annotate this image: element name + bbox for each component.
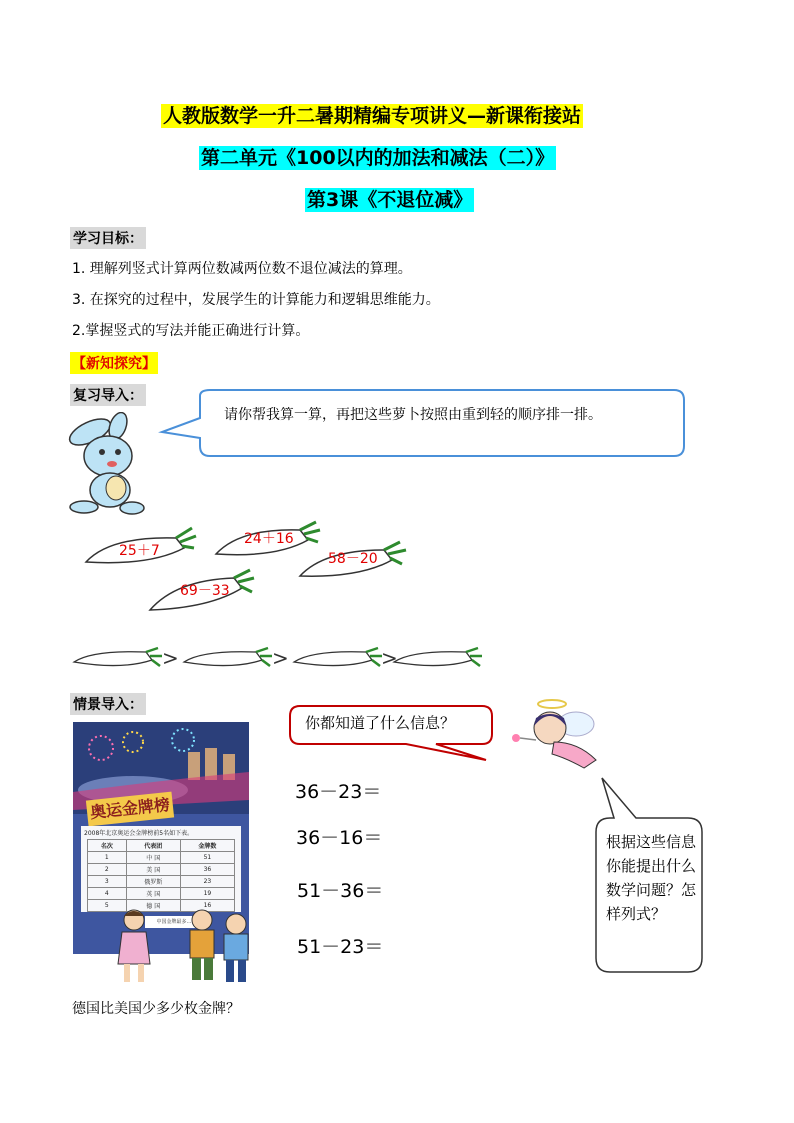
table-cell: 36 xyxy=(180,864,234,876)
table-cell: 中 国 xyxy=(126,852,180,864)
table-cell: 3 xyxy=(88,876,127,888)
medal-table-header: 名次 xyxy=(88,840,127,852)
poster-caption: 2008年北京奥运会金牌榜前5名如下表。 xyxy=(84,830,194,837)
objective-item-1: 1. 理解列竖式计算两位数减两位数不退位减法的算理。 xyxy=(72,261,412,277)
table-cell: 4 xyxy=(88,888,127,900)
table-cell: 美 国 xyxy=(126,864,180,876)
rabbit-icon xyxy=(62,412,152,516)
table-cell: 23 xyxy=(180,876,234,888)
angel-girl-icon xyxy=(506,698,606,780)
scenario-label: 情景导入： xyxy=(70,693,146,715)
title-main: 人教版数学一升二暑期精编专项讲义—新课衔接站 xyxy=(163,105,582,127)
table-row xyxy=(88,864,235,876)
table-row xyxy=(88,852,235,864)
radish-label-1: 25＋7 xyxy=(119,543,160,559)
gt-sign-3: > xyxy=(381,646,398,670)
children-illustration xyxy=(112,906,262,988)
medal-table-header: 金牌数 xyxy=(180,840,234,852)
poster-banner: 奥运金牌榜 xyxy=(86,792,174,827)
equation-4: 51－23＝ xyxy=(297,936,384,958)
question-bubble-text: 根据这些信息你能提出什么数学问题？怎样列式？ xyxy=(606,833,697,923)
gt-sign-1: > xyxy=(162,646,179,670)
table-row xyxy=(88,888,235,900)
equation-3: 51－36＝ xyxy=(297,880,384,902)
info-bubble-text: 你都知道了什么信息？ xyxy=(305,714,456,732)
radish-label-4: 69－33 xyxy=(180,583,230,599)
table-cell: 19 xyxy=(180,888,234,900)
table-cell: 51 xyxy=(180,852,234,864)
title-lesson: 第3课《不退位减》 xyxy=(307,189,473,211)
explore-label: 【新知探究】 xyxy=(70,352,158,374)
title-unit: 第二单元《100以内的加法和减法（二）》 xyxy=(201,147,555,169)
scenario-question: 德国比美国少多少枚金牌？ xyxy=(72,1001,240,1017)
table-row xyxy=(88,876,235,888)
equation-1: 36－23＝ xyxy=(295,781,382,803)
equation-2: 36－16＝ xyxy=(296,827,383,849)
review-label: 复习导入： xyxy=(70,384,146,406)
table-cell: 16 xyxy=(180,900,234,912)
table-cell: 1 xyxy=(88,852,127,864)
objectives-label: 学习目标： xyxy=(70,227,146,249)
table-cell: 5 xyxy=(88,900,127,912)
poster-table-card xyxy=(81,826,241,912)
objective-item-2: 3. 在探究的过程中，发展学生的计算能力和逻辑思维能力。 xyxy=(72,292,440,308)
review-bubble-text: 请你帮我算一算，再把这些萝卜按照由重到轻的顺序排一排。 xyxy=(224,407,602,423)
gt-sign-2: > xyxy=(272,646,289,670)
poster-sign: 中国金牌最多… xyxy=(145,916,203,928)
table-cell: 德 国 xyxy=(126,900,180,912)
radish-label-2: 24＋16 xyxy=(244,531,294,547)
medal-table xyxy=(87,839,235,912)
objective-item-3: 2.掌握竖式的写法并能正确进行计算。 xyxy=(72,323,310,339)
radish-label-3: 58－20 xyxy=(328,551,378,567)
table-cell: 英 国 xyxy=(126,888,180,900)
table-cell: 俄罗斯 xyxy=(126,876,180,888)
table-cell: 2 xyxy=(88,864,127,876)
medal-table-header: 代表团 xyxy=(126,840,180,852)
